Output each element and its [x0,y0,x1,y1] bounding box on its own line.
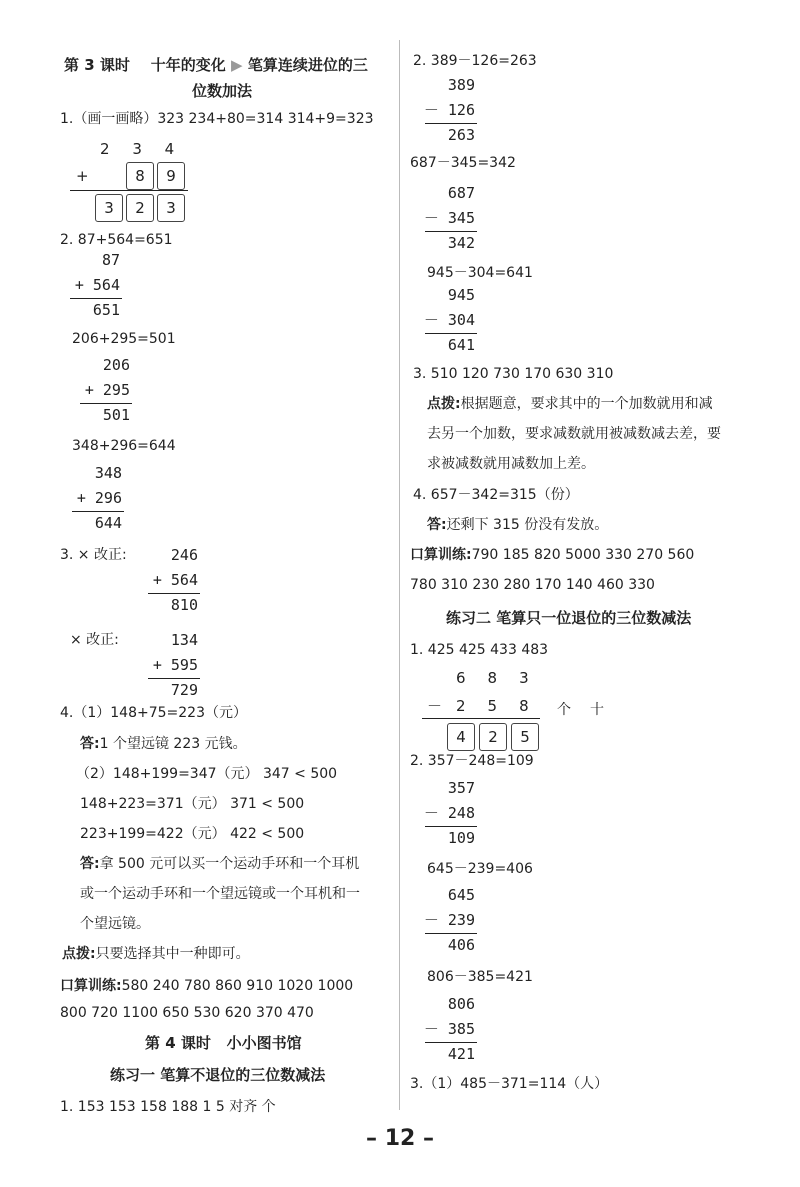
answer-box: 2 [479,723,507,751]
q3-label2: × 改正: [70,632,119,648]
place-ge-label: 个 [557,702,571,718]
answer-box: 3 [157,194,185,222]
q1-answer: 1.（画一画略）323 234+80=314 314+9=323 [60,111,374,127]
r-q2-line3: 945－304=641 [427,265,533,281]
answer-box: 8 [126,162,154,190]
ex2-top-digits: 6 8 3 [456,669,529,687]
ex1-q1: 1. 153 153 158 188 1 5 对齐 个 [60,1099,276,1115]
vertical-subtraction: 945 － 304 641 [423,286,475,354]
answer-box: 2 [126,194,154,222]
lesson-title-cont: 位数加法 [192,82,253,100]
r-q2-line1: 2. 389－126=263 [413,53,537,69]
q4-part2: （2）148+199=347（元） 347 < 500 [76,766,338,782]
ex2-q2-line2: 645－239=406 [427,861,533,877]
oral-training-line2: 800 720 1100 650 530 620 370 470 [60,1005,314,1021]
q4-part4: 223+199=422（元） 422 < 500 [80,826,305,842]
q4-answer2-end: 个望远镜。 [80,916,150,932]
page-number: – 12 – [366,1126,434,1151]
exercise1-title: 练习一 笔算不退位的三位数减法 [110,1066,326,1084]
vertical-subtraction: 357 － 248 109 [423,779,475,847]
arrow-icon: ▶ [231,56,243,74]
lesson-name: 十年的变化 [150,56,226,74]
answer-box: 4 [447,723,475,751]
r-q4-answer: 答:还剩下 315 份没有发放。 [427,517,609,533]
ex2-mid-digits: 2 5 8 [456,697,529,715]
ex2-q2-line1: 2. 357－248=109 [410,753,534,769]
r-q3-tip: 点拨:根据题意，要求其中的一个加数就用和减 [427,396,713,412]
q4-answer1: 答:1 个望远镜 223 元钱。 [80,736,247,752]
r-oral-training-line2: 780 310 230 280 170 140 460 330 [410,577,655,593]
q4-part3: 148+223=371（元） 371 < 500 [80,796,305,812]
ex2-q2-line3: 806－385=421 [427,969,533,985]
place-shi-label: 十 [590,702,604,718]
vertical-addition: 348 + 296 644 [70,466,122,536]
q3-label: 3. × 改正: [60,547,127,563]
exercise2-title: 练习二 笔算只一位退位的三位数减法 [446,609,692,627]
difference-line [422,718,540,719]
column-divider [399,40,400,1110]
minus-sign: － [427,697,443,715]
answer-box: 3 [95,194,123,222]
r-q3-tip-cont: 去另一个加数，要求减数就用被减数减去差，要 [427,426,721,442]
lesson-title: 笔算连续进位的三 [247,56,368,74]
q4-answer2: 答:拿 500 元可以买一个运动手环和一个耳机 [80,856,360,872]
answer-box: 5 [511,723,539,751]
q4-answer2-cont: 或一个运动手环和一个望远镜或一个耳机和一 [80,886,360,902]
vertical-subtraction: 645 － 239 406 [423,886,475,954]
answer-box: 9 [157,162,185,190]
q4-tip: 点拨:只要选择其中一种即可。 [62,946,250,962]
ex2-q3: 3.（1）485－371=114（人） [410,1076,609,1092]
q2-line1: 2. 87+564=651 [60,232,173,248]
r-oral-training: 口算训练:790 185 820 5000 330 270 560 [410,547,695,563]
vertical-subtraction: 806 － 385 421 [423,995,475,1063]
vertical-addition: 206 + 295 501 [70,358,130,428]
lesson-number: 第 3 课时 [64,56,130,74]
lesson3-heading [64,58,368,73]
vertical-subtraction: 389 － 126 263 [423,76,475,144]
r-q3-answers: 3. 510 120 730 170 630 310 [413,366,614,382]
q4-part1: 4.（1）148+75=223（元） [60,705,247,721]
ex2-q1: 1. 425 425 433 483 [410,642,549,658]
plus-sign: + [76,167,89,185]
vertical-addition: 134 + 595 729 [150,633,198,703]
q1-top-digits: 2 3 4 [100,140,175,158]
q2-line3: 348+296=644 [72,438,176,454]
q2-line2: 206+295=501 [72,331,176,347]
vertical-subtraction: 687 － 345 342 [423,184,475,252]
r-q4-line: 4. 657－342=315（份） [413,487,579,503]
oral-training: 口算训练:580 240 780 860 910 1020 1000 [60,978,354,994]
sum-line [70,190,188,191]
vertical-addition: 87 + 564 651 [70,253,120,338]
vertical-addition: 246 + 564 810 [150,548,198,618]
lesson4-heading: 第 4 课时 小小图书馆 [145,1034,302,1052]
r-q2-line2: 687－345=342 [410,155,516,171]
r-q3-tip-end: 求被减数就用减数加上差。 [427,456,595,472]
